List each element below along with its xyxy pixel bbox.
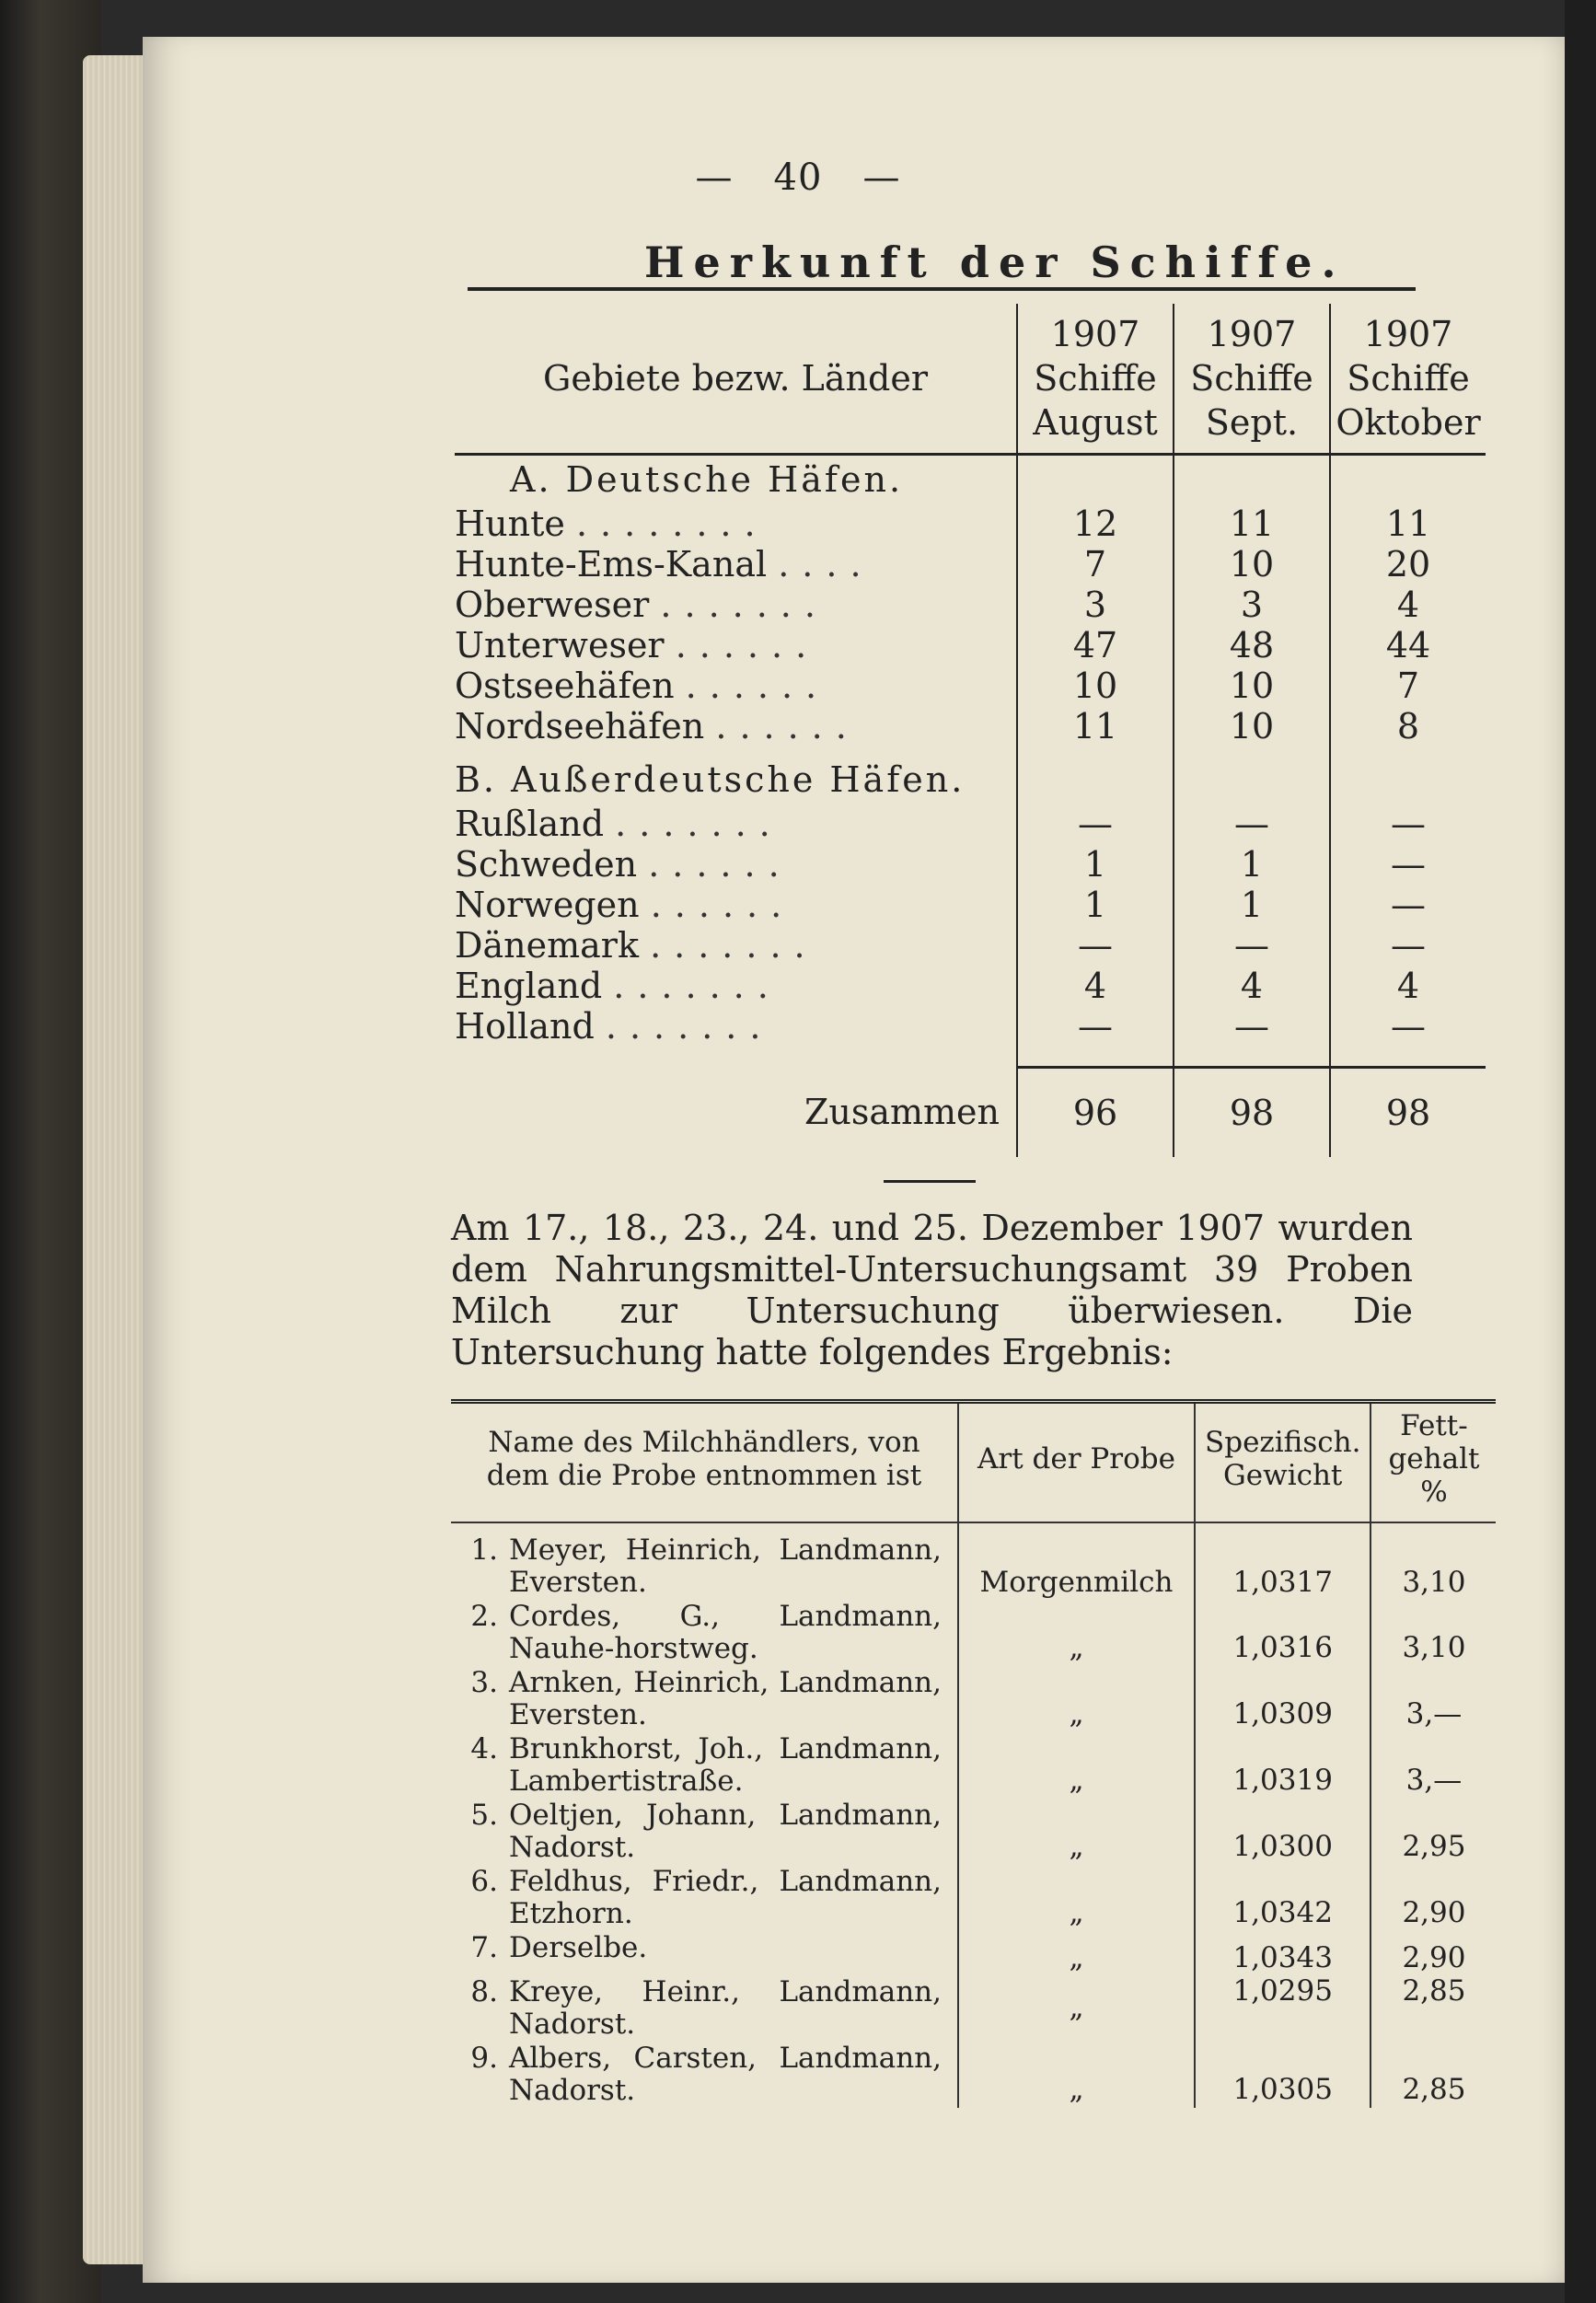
value-october: — xyxy=(1330,885,1486,925)
value-september: 10 xyxy=(1174,706,1330,746)
value-september: 10 xyxy=(1174,544,1330,584)
region-name: England xyxy=(455,966,603,1006)
value-september: 11 xyxy=(1174,503,1330,544)
sample-type: „ xyxy=(958,1600,1195,1666)
dealer-name: Albers, Carsten, Landmann, Nadorst. xyxy=(509,2042,942,2107)
value-october: — xyxy=(1330,1006,1486,1047)
header-sample-type: Art der Probe xyxy=(958,1402,1195,1523)
dealer-name: Meyer, Heinrich, Landmann, Eversten. xyxy=(509,1533,942,1599)
table-row: Oberweser ....... 3 3 4 xyxy=(455,584,1486,625)
value-august: 3 xyxy=(1017,584,1174,625)
value-october: 8 xyxy=(1330,706,1486,746)
table-row: Norwegen ...... 1 1 — xyxy=(455,885,1486,925)
value-september: — xyxy=(1174,925,1330,966)
value-august: 1 xyxy=(1017,885,1174,925)
region-name: Holland xyxy=(455,1006,595,1047)
fat-content: 2,85 xyxy=(1370,2042,1496,2108)
value-august: — xyxy=(1017,1006,1174,1047)
right-background xyxy=(1565,0,1596,2303)
value-august: 1 xyxy=(1017,844,1174,885)
table-row xyxy=(451,1732,1496,1799)
sample-type: „ xyxy=(958,1931,1195,1975)
fat-content: 2,85 xyxy=(1370,1975,1496,2042)
sample-type: „ xyxy=(958,1799,1195,1865)
row-number: 1. xyxy=(470,1533,498,1567)
table-row xyxy=(451,2042,1496,2108)
value-september: 4 xyxy=(1174,966,1330,1006)
table-row xyxy=(451,1600,1496,1666)
row-number: 7. xyxy=(470,1931,498,1964)
total-label: Zusammen xyxy=(804,1091,1000,1132)
specific-gravity: 1,0309 xyxy=(1195,1666,1370,1732)
value-september: 48 xyxy=(1174,625,1330,665)
column-header-october: 1907 Schiffe Oktober xyxy=(1330,304,1486,455)
section-b-heading: B. Außerdeutsche Häfen. xyxy=(455,759,966,800)
sample-type: „ xyxy=(958,1865,1195,1931)
row-number: 5. xyxy=(470,1799,498,1832)
value-october: — xyxy=(1330,804,1486,844)
value-october: 44 xyxy=(1330,625,1486,665)
dealer-name: Oeltjen, Johann, Landmann, Nadorst. xyxy=(509,1799,942,1864)
fat-content: 3,— xyxy=(1370,1732,1496,1799)
region-name: Rußland xyxy=(455,804,605,844)
table-row: Schweden ...... 1 1 — xyxy=(455,844,1486,885)
dealer-name: Feldhus, Friedr., Landmann, Etzhorn. xyxy=(509,1865,942,1930)
value-august: 10 xyxy=(1017,665,1174,706)
specific-gravity: 1,0305 xyxy=(1195,2042,1370,2108)
table-row: Holland ....... — — — xyxy=(455,1006,1486,1047)
table-row xyxy=(451,1865,1496,1931)
header-dealer-name: Name des Milchhändlers, von dem die Probe entnommen ist xyxy=(451,1402,958,1523)
header-specific-gravity: Spezifisch. Gewicht xyxy=(1195,1402,1370,1523)
region-name: Oberweser xyxy=(455,584,650,625)
region-name: Norwegen xyxy=(455,885,640,925)
specific-gravity: 1,0316 xyxy=(1195,1600,1370,1666)
milk-table-header xyxy=(451,1402,1496,1523)
dealer-name: Kreye, Heinr., Landmann, Nadorst. xyxy=(509,1975,942,2041)
total-august: 96 xyxy=(1017,1067,1174,1157)
specific-gravity: 1,0343 xyxy=(1195,1931,1370,1975)
value-august: — xyxy=(1017,925,1174,966)
fat-content: 3,10 xyxy=(1370,1600,1496,1666)
table-row: Nordseehäfen ...... 11 10 8 xyxy=(455,706,1486,746)
header-fat-content: Fett-gehalt % xyxy=(1370,1402,1496,1523)
value-august: 7 xyxy=(1017,544,1174,584)
specific-gravity: 1,0300 xyxy=(1195,1799,1370,1865)
total-september: 98 xyxy=(1174,1067,1330,1157)
region-name: Dänemark xyxy=(455,925,639,966)
region-name: Schweden xyxy=(455,844,638,885)
sample-type: „ xyxy=(958,1666,1195,1732)
sample-type: „ xyxy=(958,2042,1195,2108)
table-row: Dänemark ....... — — — xyxy=(455,925,1486,966)
dealer-name: Arnken, Heinrich, Landmann, Eversten. xyxy=(509,1666,942,1731)
total-october: 98 xyxy=(1330,1067,1486,1157)
sample-type: Morgenmilch xyxy=(958,1522,1195,1600)
value-october: 11 xyxy=(1330,503,1486,544)
fat-content: 3,— xyxy=(1370,1666,1496,1732)
fat-content: 2,95 xyxy=(1370,1799,1496,1865)
specific-gravity: 1,0317 xyxy=(1195,1522,1370,1600)
value-october: 20 xyxy=(1330,544,1486,584)
ships-table-header xyxy=(455,304,1486,455)
page-title: Herkunft der Schiffe. xyxy=(644,237,1346,287)
sample-type: „ xyxy=(958,1975,1195,2042)
dealer-name: Derselbe. xyxy=(509,1931,648,1964)
section-heading-row xyxy=(455,746,1486,804)
value-october: — xyxy=(1330,844,1486,885)
dealer-name: Brunkhorst, Joh., Landmann, Lambertistraße. xyxy=(509,1732,942,1798)
table-row xyxy=(451,1931,1496,1975)
spacer-row xyxy=(455,1047,1486,1067)
row-number: 4. xyxy=(470,1732,498,1765)
column-header-august: 1907 Schiffe August xyxy=(1017,304,1174,455)
value-august: 47 xyxy=(1017,625,1174,665)
page-number: — 40 — xyxy=(695,156,901,199)
sample-type: „ xyxy=(958,1732,1195,1799)
value-september: 1 xyxy=(1174,885,1330,925)
fat-content: 3,10 xyxy=(1370,1522,1496,1600)
value-september: 3 xyxy=(1174,584,1330,625)
title-rule xyxy=(468,287,1416,291)
table-row: England ....... 4 4 4 xyxy=(455,966,1486,1006)
row-number: 2. xyxy=(470,1600,498,1633)
value-september: 1 xyxy=(1174,844,1330,885)
value-august: 4 xyxy=(1017,966,1174,1006)
region-name: Ostseehäfen xyxy=(455,665,675,706)
specific-gravity: 1,0342 xyxy=(1195,1865,1370,1931)
row-number: 3. xyxy=(470,1666,498,1699)
table-row xyxy=(451,1522,1496,1600)
row-number: 9. xyxy=(470,2042,498,2075)
table-row xyxy=(451,1799,1496,1865)
table-row: Rußland ....... — — — xyxy=(455,804,1486,844)
value-october: 4 xyxy=(1330,966,1486,1006)
table-row: Hunte-Ems-Kanal .... 7 10 20 xyxy=(455,544,1486,584)
table-row xyxy=(451,1975,1496,2042)
region-name: Nordseehäfen xyxy=(455,706,705,746)
value-september: — xyxy=(1174,804,1330,844)
region-name: Unterweser xyxy=(455,625,665,665)
specific-gravity: 1,0319 xyxy=(1195,1732,1370,1799)
table-row xyxy=(451,1666,1496,1732)
value-august: — xyxy=(1017,804,1174,844)
fat-content: 2,90 xyxy=(1370,1931,1496,1975)
region-header: Gebiete bezw. Länder xyxy=(455,304,1017,455)
intro-paragraph: Am 17., 18., 23., 24. und 25. Dezember 1907 wurden dem Nahrungsmittel-Untersuchungsamt 39 Proben Milch zur Untersuchung überwiesen. Die Untersuchung hatte folgendes Ergebnis: xyxy=(451,1208,1413,1372)
ships-origin-table xyxy=(455,304,1486,1157)
specific-gravity: 1,0295 xyxy=(1195,1975,1370,2042)
total-row xyxy=(455,1067,1486,1157)
value-october: — xyxy=(1330,925,1486,966)
column-header-september: 1907 Schiffe Sept. xyxy=(1174,304,1330,455)
table-row: Ostseehäfen ...... 10 10 7 xyxy=(455,665,1486,706)
value-august: 12 xyxy=(1017,503,1174,544)
table-row: Hunte ........ 12 11 11 xyxy=(455,503,1486,544)
row-number: 6. xyxy=(470,1865,498,1898)
value-october: 4 xyxy=(1330,584,1486,625)
value-august: 11 xyxy=(1017,706,1174,746)
section-a-heading: A. Deutsche Häfen. xyxy=(510,459,904,500)
page-edges xyxy=(83,55,147,2264)
region-name: Hunte xyxy=(455,503,565,544)
row-number: 8. xyxy=(470,1975,498,2008)
dealer-name: Cordes, G., Landmann, Nauhe-horstweg. xyxy=(509,1600,942,1665)
fat-content: 2,90 xyxy=(1370,1865,1496,1931)
value-september: 10 xyxy=(1174,665,1330,706)
section-heading-row xyxy=(455,455,1486,504)
table-row: Unterweser ...... 47 48 44 xyxy=(455,625,1486,665)
value-september: — xyxy=(1174,1006,1330,1047)
milk-samples-table xyxy=(451,1399,1496,2108)
total-underline xyxy=(884,1180,976,1183)
value-october: 7 xyxy=(1330,665,1486,706)
region-name: Hunte-Ems-Kanal xyxy=(455,544,768,584)
